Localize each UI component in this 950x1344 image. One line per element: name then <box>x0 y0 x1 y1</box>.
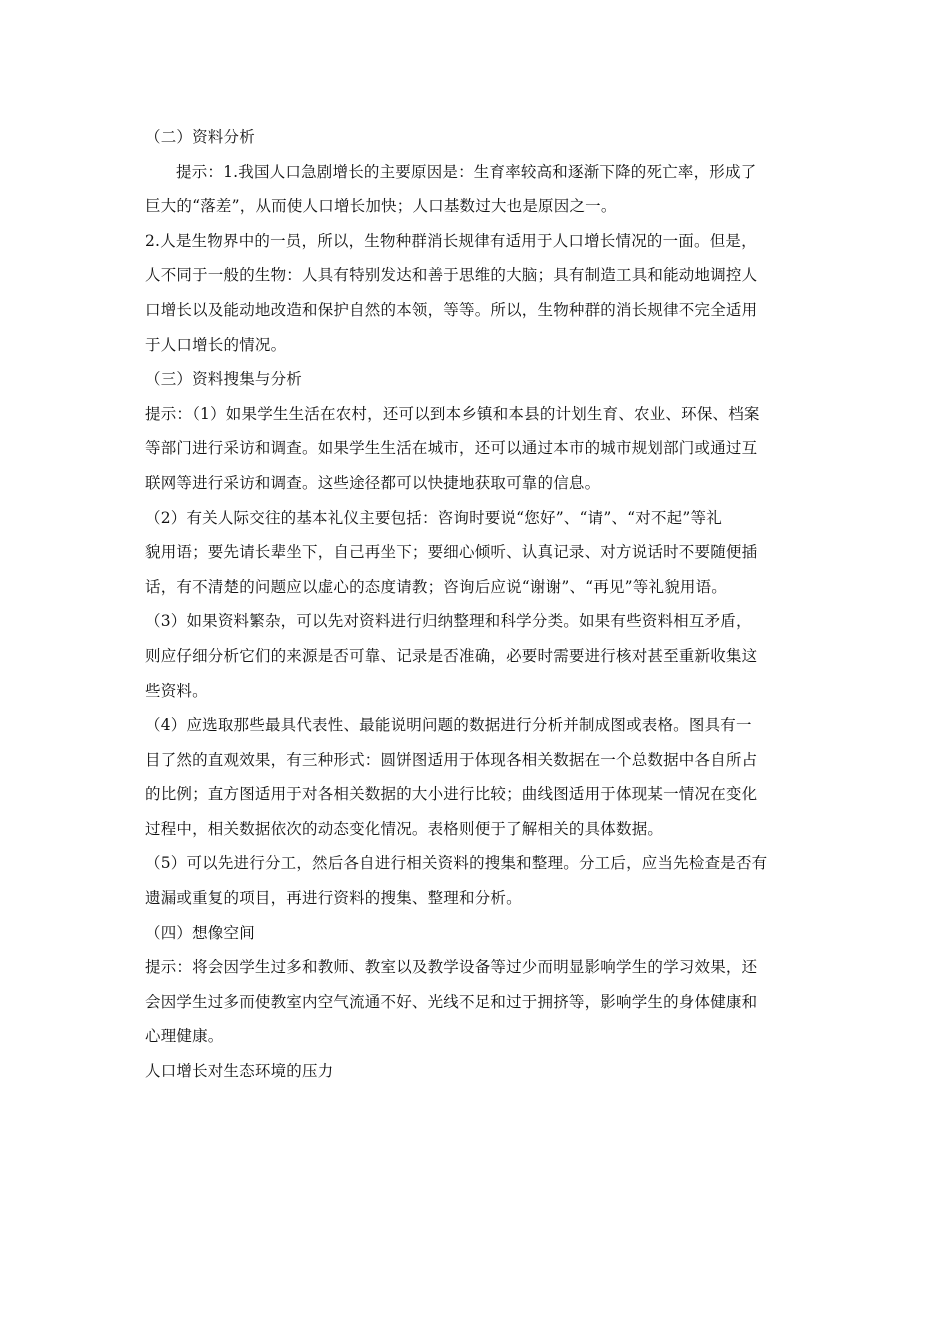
paragraph-line: 2.人是生物界中的一员，所以，生物种群消长规律有适用于人口增长情况的一面。但是， <box>145 231 757 250</box>
section-heading: （四）想像空间 <box>145 923 255 942</box>
paragraph-line: 心理健康。 <box>145 1027 224 1046</box>
paragraph-line: 口增长以及能动地改造和保护自然的本领，等等。所以，生物种群的消长规律不完全适用 <box>145 300 758 319</box>
paragraph-line: 人不同于一般的生物：人具有特别发达和善于思维的大脑；具有制造工具和能动地调控人 <box>145 266 758 285</box>
paragraph-line: 目了然的直观效果，有三种形式：圆饼图适用于体现各相关数据在一个总数据中各自所占 <box>145 750 758 769</box>
paragraph-line: 些资料。 <box>145 681 208 700</box>
paragraph-line: 话，有不清楚的问题应以虚心的态度请教；咨询后应说“谢谢”、“再见”等礼貌用语。 <box>145 577 727 596</box>
paragraph-line: 的比例；直方图适用于对各相关数据的大小进行比较；曲线图适用于体现某一情况在变化 <box>145 785 758 804</box>
paragraph-line: 则应仔细分析它们的来源是否可靠、记录是否准确，必要时需要进行核对甚至重新收集这 <box>145 646 758 665</box>
paragraph-line: 提示：1.我国人口急剧增长的主要原因是：生育率较高和逐渐下降的死亡率，形成了 <box>176 162 757 181</box>
paragraph-line: （4）应选取那些最具代表性、最能说明问题的数据进行分析并制成图或表格。图具有一 <box>145 716 752 735</box>
paragraph-line: 提示：（1）如果学生生活在农村，还可以到本乡镇和本县的计划生育、农业、环保、档案 <box>145 404 760 423</box>
section-heading: （二）资料分析 <box>145 128 255 146</box>
paragraph-line: 貌用语；要先请长辈坐下，自己再坐下；要细心倾听、认真记录、对方说话时不要随便插 <box>145 543 758 562</box>
paragraph-line: 遗漏或重复的项目，再进行资料的搜集、整理和分析。 <box>145 889 522 908</box>
paragraph-line: 提示：将会因学生过多和教师、教室以及教学设备等过少而明显影响学生的学习效果，还 <box>145 958 758 977</box>
paragraph-line: 等部门进行采访和调查。如果学生生活在城市，还可以通过本市的城市规划部门或通过互 <box>145 439 758 458</box>
section-heading: 人口增长对生态环境的压力 <box>145 1062 334 1081</box>
paragraph-line: 联网等进行采访和调查。这些途径都可以快捷地获取可靠的信息。 <box>145 473 601 492</box>
section-heading: （三）资料搜集与分析 <box>145 370 303 389</box>
paragraph-line: 会因学生过多而使教室内空气流通不好、光线不足和过于拥挤等，影响学生的身体健康和 <box>145 992 758 1011</box>
paragraph-line: （5）可以先进行分工，然后各自进行相关资料的搜集和整理。分工后，应当先检查是否有 <box>145 854 768 873</box>
paragraph-line: 过程中，相关数据依次的动态变化情况。表格则便于了解相关的具体数据。 <box>145 819 664 838</box>
paragraph-line: 巨大的“落差”，从而使人口增长加快；人口基数过大也是原因之一。 <box>145 197 617 216</box>
paragraph-line: 于人口增长的情况。 <box>145 335 287 354</box>
paragraph-line: （2）有关人际交往的基本礼仪主要包括：咨询时要说“您好”、“请”、“对不起”等礼 <box>145 508 722 527</box>
document-body <box>145 120 810 1089</box>
paragraph-line: （3）如果资料繁杂，可以先对资料进行归纳整理和科学分类。如果有些资料相互矛盾， <box>145 612 752 631</box>
